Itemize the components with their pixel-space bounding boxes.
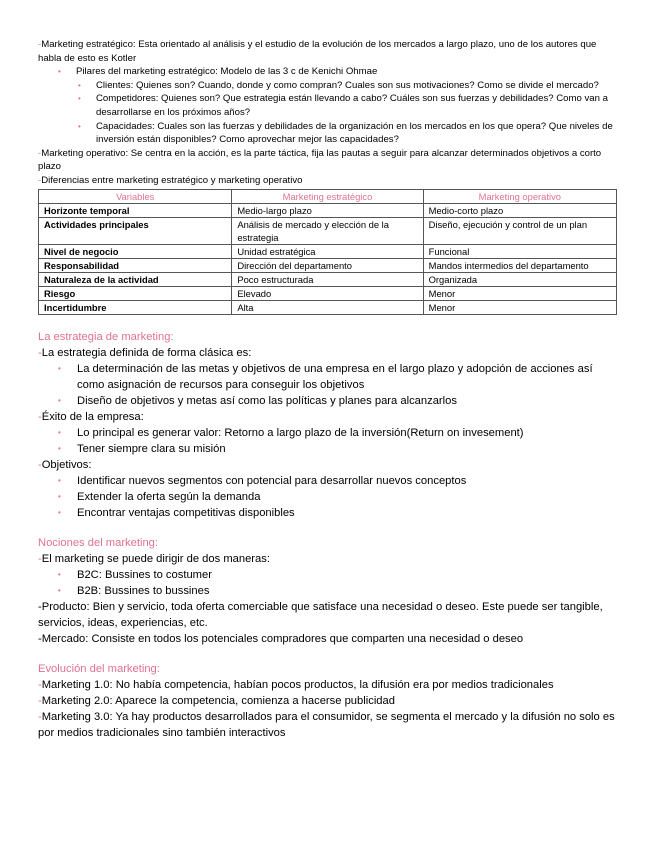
table-cell: Unidad estratégica <box>232 244 423 258</box>
paragraph: -Marketing 2.0: Aparece la competencia, comienza a hacerse publicidad <box>38 694 395 707</box>
table-cell: Mandos intermedios del departamento <box>423 258 616 272</box>
list-item: • Diseño de objetivos y metas así como las políticas y planes para alcanzarlos <box>58 394 457 407</box>
list-item: • La determinación de las metas y objetivos de una empresa en el largo plazo y adopción de acciones así como asignación de recursos para conseguir los objetivos <box>58 362 593 391</box>
table-cell: Responsabilidad <box>39 258 232 272</box>
list-item: • Pilares del marketing estratégico: Modelo de las 3 c de Kenichi Ohmae <box>58 66 378 78</box>
table-row <box>39 244 617 258</box>
bullet-icon: • <box>58 475 61 485</box>
list-item: • B2B: Bussines to bussines <box>58 584 210 597</box>
list-item: • Clientes: Quienes son? Cuando, donde y como compran? Cuales son sus motivaciones? Como se divide el mercado? <box>78 79 599 91</box>
table-cell: Funcional <box>423 244 616 258</box>
table-cell: Menor <box>423 300 616 314</box>
table-cell: Dirección del departamento <box>232 258 423 272</box>
list-item: • Extender la oferta según la demanda <box>58 490 261 503</box>
objectives-list <box>38 473 618 521</box>
success-list <box>38 425 618 457</box>
table-row <box>39 258 617 272</box>
list-item: • B2C: Bussines to costumer <box>58 568 212 581</box>
table-cell: Incertidumbre <box>39 300 232 314</box>
table-cell: Organizada <box>423 272 616 286</box>
table-header: Marketing estratégico <box>232 189 423 203</box>
bullet-icon: • <box>58 507 61 517</box>
table-cell: Alta <box>232 300 423 314</box>
list-item: • Identificar nuevos segmentos con potencial para desarrollar nuevos conceptos <box>58 474 467 487</box>
table-cell: Medio-corto plazo <box>423 203 616 217</box>
table-cell: Elevado <box>232 286 423 300</box>
bullet-icon: • <box>78 80 81 90</box>
pillars-list <box>38 65 618 147</box>
ways-list <box>38 567 618 599</box>
comparison-table <box>38 189 617 315</box>
spacer <box>38 647 618 661</box>
spacer <box>38 315 618 329</box>
table-cell: Horizonte temporal <box>39 203 232 217</box>
paragraph: -Marketing 3.0: Ya hay productos desarrollados para el consumidor, se segmenta el mercado y la difusión no solo es por medios tradicionales sino también interactivos <box>38 710 615 739</box>
table-row <box>39 272 617 286</box>
table-row <box>39 203 617 217</box>
bullet-icon: • <box>58 569 61 579</box>
bullet-icon: • <box>58 585 61 595</box>
paragraph: -Producto: Bien y servicio, toda oferta comerciable que satisface una necesidad o deseo. Este puede ser tangible, servicios, ideas, experiencias, etc. <box>38 600 603 629</box>
table-header-row <box>39 189 617 203</box>
list-item: • Capacidades: Cuales son las fuerzas y debilidades de la organización en los mercados en los que opera? Que niveles de inversión están disponibles? Como aprovechar mejor las capacidades? <box>78 120 613 146</box>
section-heading-strategy: La estrategia de marketing: <box>38 330 174 343</box>
bullet-icon: • <box>78 94 81 104</box>
bullet-icon: • <box>58 491 61 501</box>
paragraph: -Marketing 1.0: No había competencia, habían pocos productos, la difusión era por medios tradicionales <box>38 678 554 691</box>
strategic-marketing-paragraph: -Marketing estratégico: Esta orientado al análisis y el estudio de la evolución de los mercados a largo plazo, uno de los autores que habla de esto es Kotler <box>38 39 597 64</box>
table-header: Variables <box>39 189 232 203</box>
paragraph: -Mercado: Consiste en todos los potenciales compradores que comparten una necesidad o deseo <box>38 632 524 645</box>
paragraph: -Éxito de la empresa: <box>38 410 144 423</box>
table-cell: Poco estructurada <box>232 272 423 286</box>
bullet-icon: • <box>58 67 61 77</box>
bullet-icon: • <box>58 363 61 373</box>
list-item: • Lo principal es generar valor: Retorno a largo plazo de la inversión(Return on invesement) <box>58 426 524 439</box>
section-heading-evolution: Evolución del marketing: <box>38 662 160 675</box>
paragraph: -La estrategia definida de forma clásica es: <box>38 346 252 359</box>
table-row <box>39 217 617 244</box>
bullet-icon: • <box>58 395 61 405</box>
differences-paragraph: -Diferencias entre marketing estratégico y marketing operativo <box>38 174 303 186</box>
table-cell: Naturaleza de la actividad <box>39 272 232 286</box>
bullet-icon: • <box>58 443 61 453</box>
bullet-icon: • <box>78 121 81 131</box>
table-cell: Menor <box>423 286 616 300</box>
paragraph: -El marketing se puede dirigir de dos maneras: <box>38 552 270 565</box>
table-cell: Análisis de mercado y elección de la estrategia <box>232 217 423 244</box>
list-item: • Tener siempre clara su misión <box>58 442 226 455</box>
table-cell: Medio-largo plazo <box>232 203 423 217</box>
bullet-icon: • <box>58 427 61 437</box>
spacer <box>38 521 618 535</box>
list-item: • Competidores: Quienes son? Que estrategia están llevando a cabo? Cuáles son sus fuerzas y debilidades? Como van a desarrollarse en los próximos años? <box>78 93 608 118</box>
table-header: Marketing operativo <box>423 189 616 203</box>
operative-marketing-paragraph: -Marketing operativo: Se centra en la acción, es la parte táctica, fija las pautas a seguir para alcanzar determinados objetivos a corto plazo <box>38 147 602 173</box>
table-cell: Nivel de negocio <box>39 244 232 258</box>
table-row <box>39 300 617 314</box>
section-heading-nociones: Nociones del marketing: <box>38 536 159 549</box>
table-row <box>39 286 617 300</box>
table-cell: Actividades principales <box>39 217 232 244</box>
table-cell: Riesgo <box>39 286 232 300</box>
strategy-list <box>38 361 618 409</box>
table-cell: Diseño, ejecución y control de un plan <box>423 217 616 244</box>
document-page <box>38 38 618 741</box>
list-item: • Encontrar ventajas competitivas disponibles <box>58 506 295 519</box>
paragraph: -Objetivos: <box>38 458 92 471</box>
